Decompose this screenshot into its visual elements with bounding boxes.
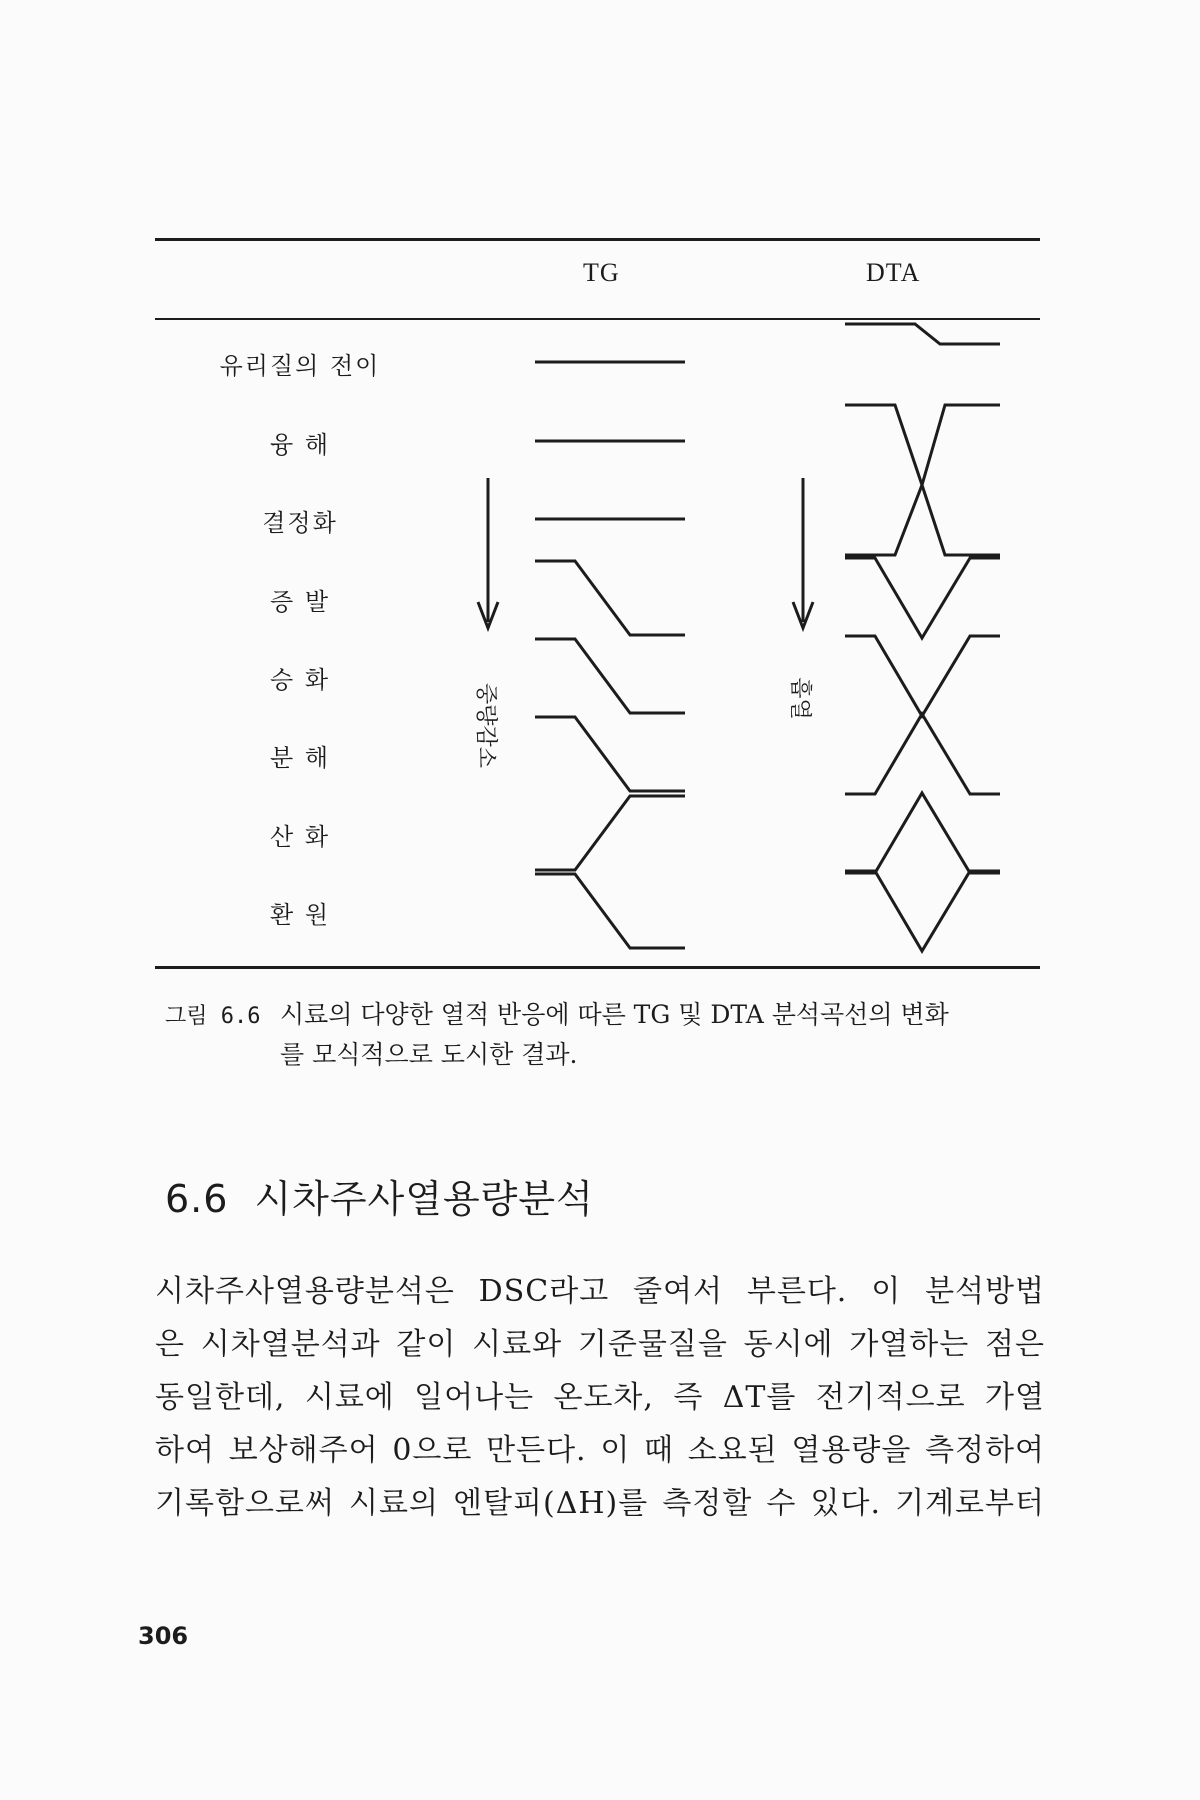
- section-title: 시차주사열용량분석: [254, 1177, 594, 1221]
- dta-curve: [845, 636, 1000, 716]
- section-heading: [165, 1168, 594, 1223]
- tg-curves: [535, 362, 685, 948]
- dta-curve: [845, 485, 1000, 555]
- row-label: 증 발: [270, 588, 330, 616]
- column-header-dta: DTA: [866, 258, 921, 287]
- body-line: 하여 보상해주어 0으로 만든다. 이 때 소요된 열용량을 측정하여: [155, 1433, 1045, 1468]
- row-label: 분 해: [270, 744, 330, 772]
- dta-curve: [845, 714, 1000, 794]
- dta-curve: [845, 558, 1000, 638]
- tg-arrow-label: 중량감소: [473, 682, 499, 769]
- body-line: 기록함으로써 시료의 엔탈피(ΔH)를 측정할 수 있다. 기계로부터: [155, 1486, 1045, 1521]
- tg-curve: [535, 796, 685, 870]
- tg-curve: [535, 717, 685, 791]
- row-label: 융 해: [270, 431, 330, 459]
- dta-curve: [845, 871, 1000, 951]
- body-line: 은 시차열분석과 같이 시료와 기준물질을 동시에 가열하는 점은: [155, 1327, 1045, 1362]
- body-text: [155, 1265, 1045, 1530]
- caption-number: 그림 6.6: [165, 1004, 261, 1029]
- caption-line-1: 시료의 다양한 열적 반응에 따른 TG 및 DTA 분석곡선의 변화: [280, 1000, 949, 1029]
- tg-curve: [535, 639, 685, 713]
- dta-curve: [845, 324, 1000, 344]
- caption-line-2: 를 모식적으로 도시한 결과.: [280, 1040, 578, 1069]
- row-label: 산 화: [270, 823, 330, 851]
- figure-caption: [165, 996, 1045, 1074]
- body-line: 시차주사열용량분석은 DSC라고 줄여서 부른다. 이 분석방법: [155, 1274, 1045, 1309]
- section-number: 6.6: [165, 1177, 229, 1221]
- dta-curve: [845, 405, 1000, 485]
- dta-curves: [845, 324, 1000, 951]
- row-label: 유리질의 전이: [219, 352, 381, 380]
- dta-curve: [845, 793, 1000, 873]
- row-label: 결정화: [262, 509, 338, 537]
- tg-curve: [535, 561, 685, 635]
- tg-curve: [535, 874, 685, 948]
- dta-arrow-label: 흡열: [786, 677, 812, 720]
- body-line: 동일한데, 시료에 일어나는 온도차, 즉 ΔT를 전기적으로 가열: [155, 1380, 1045, 1415]
- column-header-tg: TG: [583, 258, 620, 287]
- row-label: 승 화: [270, 666, 330, 694]
- row-label: 환 원: [270, 901, 330, 929]
- page-number: 306: [138, 1622, 189, 1650]
